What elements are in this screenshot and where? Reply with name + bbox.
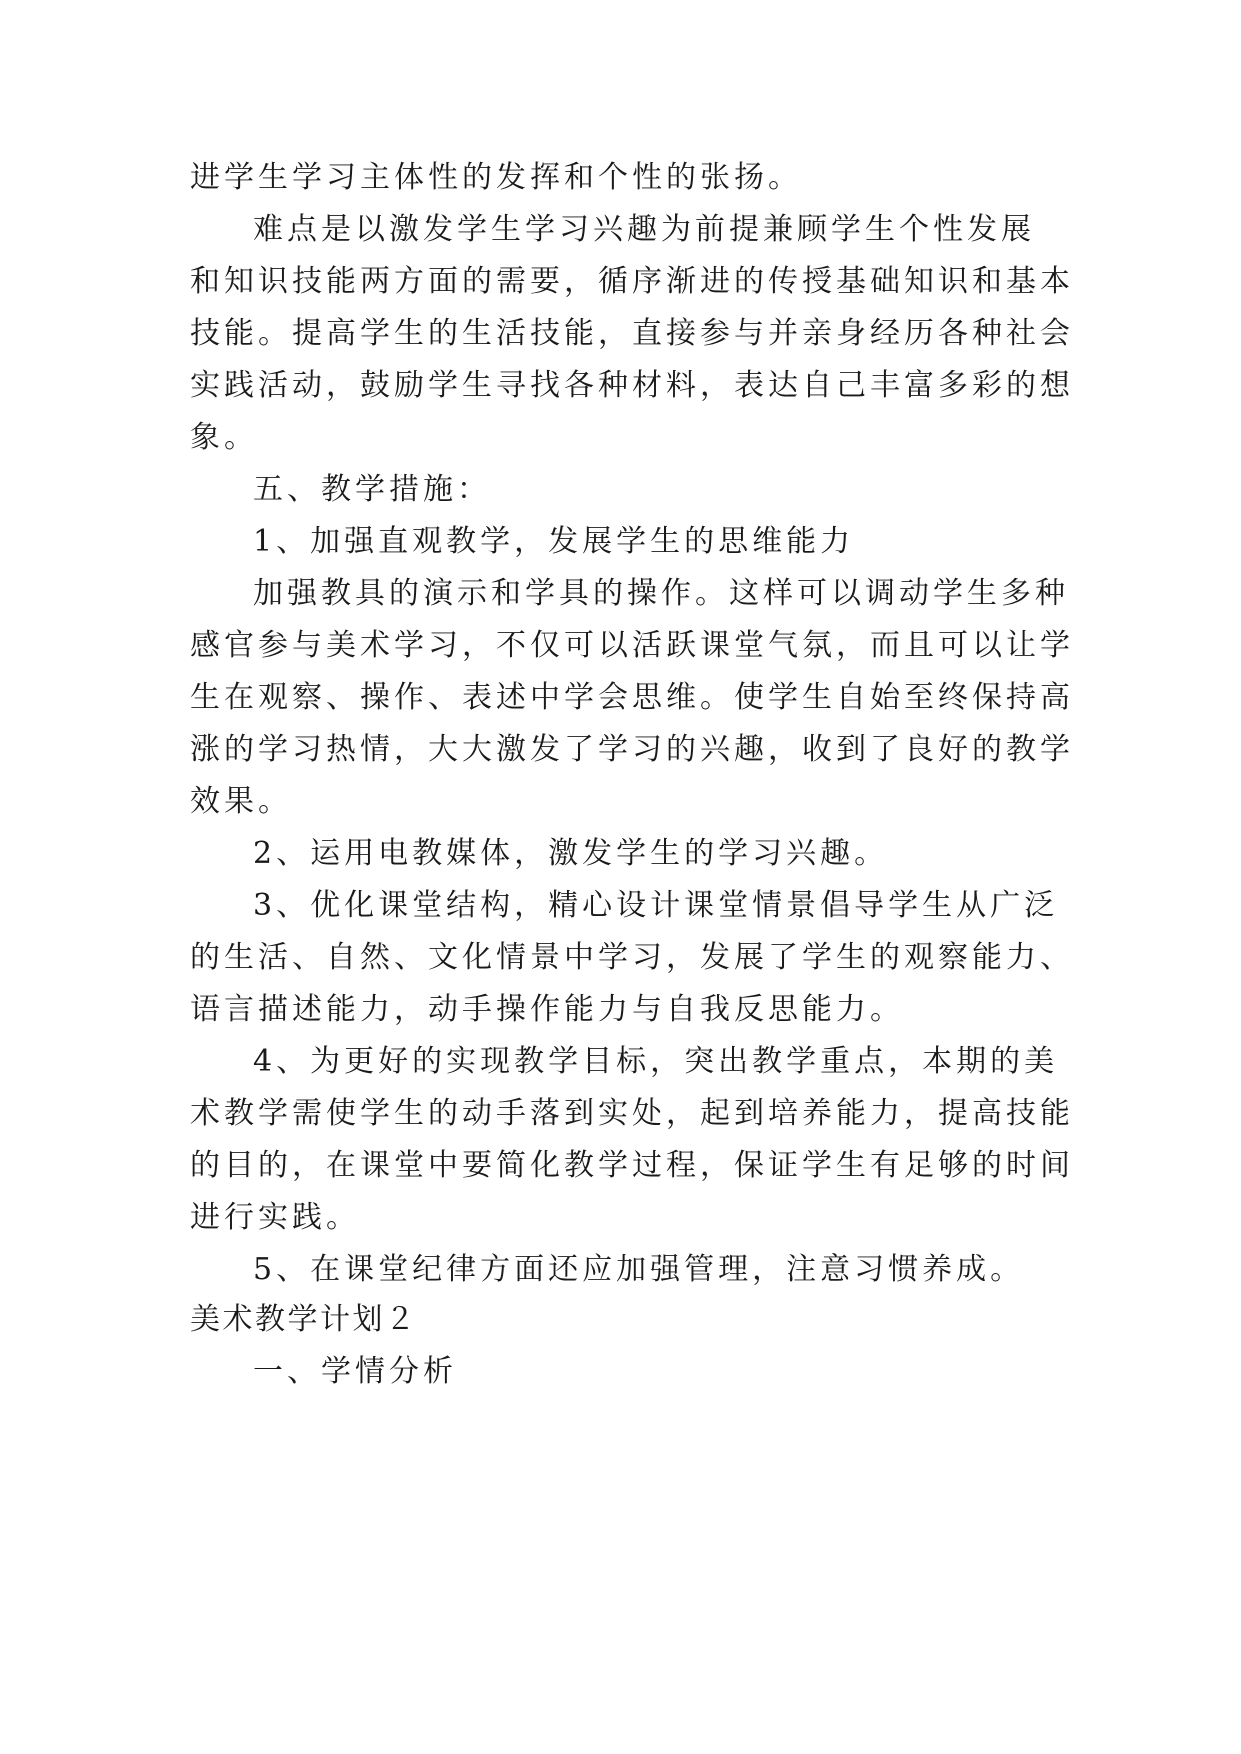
list-item: 2、运用电教媒体，激发学生的学习兴趣。 [253,836,889,871]
text-line: 技能。提高学生的生活技能，直接参与并亲身经历各种社会 [190,316,1074,351]
text-line: 效果。 [190,784,292,819]
list-item: 5、在课堂纪律方面还应加强管理，注意习惯养成。 [253,1252,1025,1287]
text-line: 实践活动，鼓励学生寻找各种材料，表达自己丰富多彩的想 [190,368,1074,403]
text-line: 术教学需使学生的动手落到实处，起到培养能力，提高技能 [190,1096,1074,1131]
text-line: 生在观察、操作、表述中学会思维。使学生自始至终保持高 [190,680,1074,715]
section-heading: 一、学情分析 [253,1354,457,1389]
text-line: 象。 [190,420,258,455]
list-item: 4、为更好的实现教学目标，突出教学重点，本期的美 [253,1044,1059,1079]
text-line: 和知识技能两方面的需要，循序渐进的传授基础知识和基本 [190,264,1074,299]
paragraph-start: 加强教具的演示和学具的操作。这样可以调动学生多种 [253,576,1069,611]
text-line: 感官参与美术学习，不仅可以活跃课堂气氛，而且可以让学 [190,628,1074,663]
section-heading: 五、教学措施： [253,472,491,507]
document-title: 美术教学计划２ [190,1302,418,1337]
text-line: 涨的学习热情，大大激发了学习的兴趣，收到了良好的教学 [190,732,1074,767]
text-line: 进行实践。 [190,1200,360,1235]
paragraph-start: 难点是以激发学生学习兴趣为前提兼顾学生个性发展 [253,212,1035,247]
list-item: 3、优化课堂结构，精心设计课堂情景倡导学生从广泛 [253,888,1059,923]
text-line: 语言描述能力，动手操作能力与自我反思能力。 [190,992,904,1027]
text-line: 的目的，在课堂中要简化教学过程，保证学生有足够的时间 [190,1148,1074,1183]
text-line: 的生活、自然、文化情景中学习，发展了学生的观察能力、 [190,940,1074,975]
text-line: 进学生学习主体性的发挥和个性的张扬。 [190,160,802,195]
list-item-heading: 1、加强直观教学，发展学生的思维能力 [253,524,855,559]
